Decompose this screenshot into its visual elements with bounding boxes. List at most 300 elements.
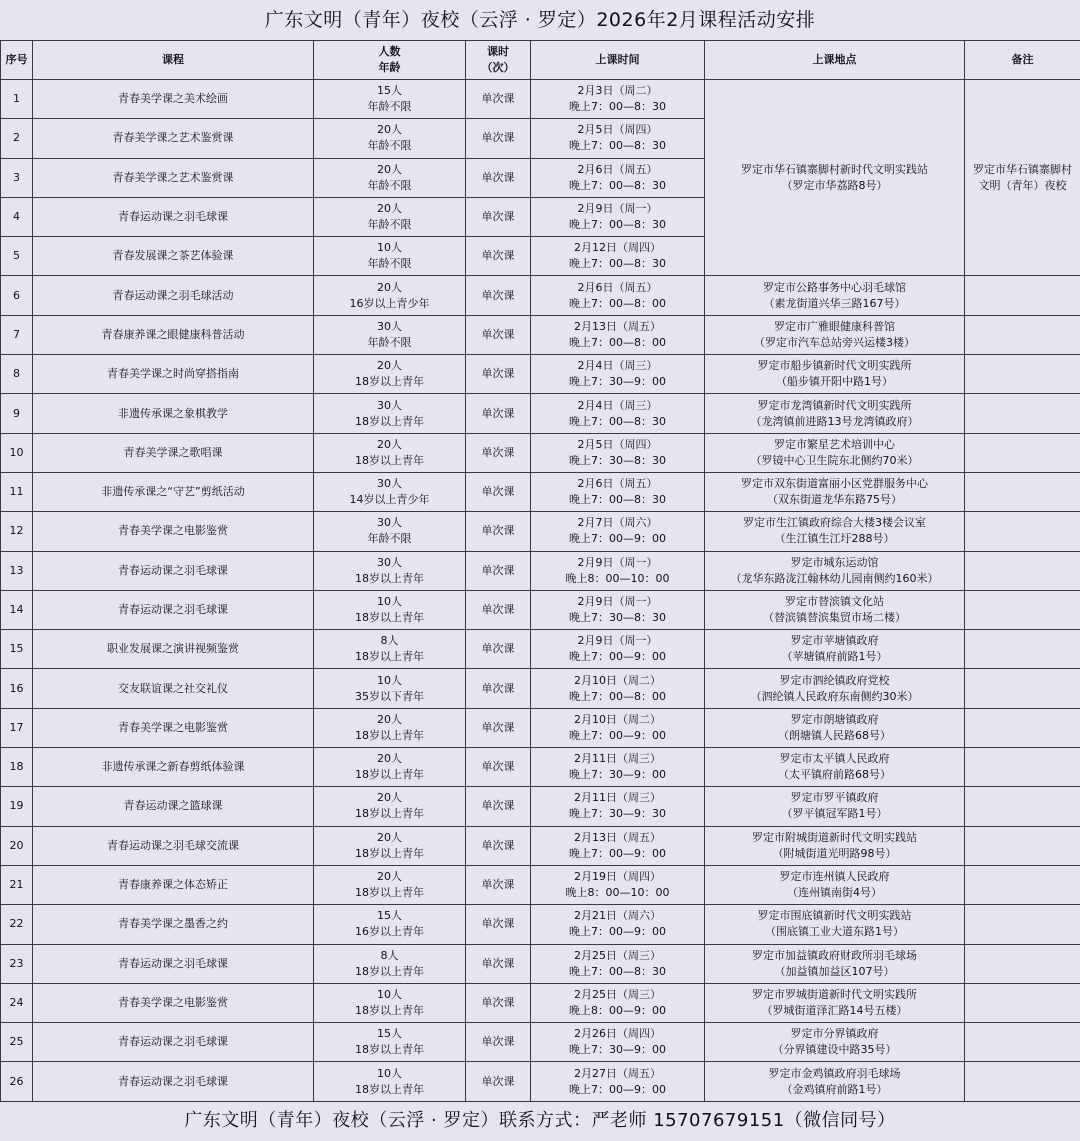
class-hours: 晚上8：00—10：00 xyxy=(565,571,670,585)
location-name: 罗定市加益镇政府财政所羽毛球场 xyxy=(752,948,917,962)
class-time xyxy=(531,865,705,904)
table-row xyxy=(1,551,1080,590)
session-count: 单次课 xyxy=(466,630,531,669)
class-location xyxy=(705,787,965,826)
people-age xyxy=(314,865,466,904)
age-requirement: 年龄不限 xyxy=(367,257,412,271)
table-row xyxy=(1,512,1080,551)
remark xyxy=(965,1023,1080,1062)
location-name: 罗定市太平镇人民政府 xyxy=(779,752,890,766)
class-location xyxy=(705,826,965,865)
class-location xyxy=(705,80,965,276)
class-time xyxy=(531,512,705,551)
row-number: 24 xyxy=(1,983,33,1022)
class-date: 2月4日（周三） xyxy=(577,398,658,412)
people-count: 30人 xyxy=(377,398,402,412)
class-hours: 晚上7：00—8：30 xyxy=(569,414,666,428)
location-address: （龙华东路泷江翰林幼儿园南侧约160米） xyxy=(730,571,939,585)
class-hours: 晚上7：00—8：30 xyxy=(569,100,666,114)
header-times xyxy=(466,41,531,80)
class-time xyxy=(531,119,705,158)
session-count: 单次课 xyxy=(466,315,531,354)
session-count: 单次课 xyxy=(466,512,531,551)
class-location xyxy=(705,708,965,747)
row-number: 13 xyxy=(1,551,33,590)
location-name: 罗定市围底镇新时代文明实践站 xyxy=(757,909,912,923)
table-row xyxy=(1,355,1080,394)
row-number: 17 xyxy=(1,708,33,747)
location-address: （素龙街道兴华三路167号） xyxy=(763,296,906,310)
table-row xyxy=(1,433,1080,472)
class-time xyxy=(531,80,705,119)
location-name: 罗定市分界镇政府 xyxy=(790,1027,879,1041)
class-time xyxy=(531,197,705,236)
people-age xyxy=(314,394,466,433)
people-age xyxy=(314,905,466,944)
course-name: 青春美学课之电影鉴赏 xyxy=(33,708,314,747)
course-name: 青春运动课之羽毛球课 xyxy=(33,551,314,590)
class-location xyxy=(705,905,965,944)
course-name: 非遗传承课之“守艺”剪纸活动 xyxy=(33,472,314,511)
class-hours: 晚上7：30—9：30 xyxy=(569,807,666,821)
remark xyxy=(965,983,1080,1022)
session-count: 单次课 xyxy=(466,787,531,826)
age-requirement: 年龄不限 xyxy=(367,532,412,546)
age-requirement: 16岁以上青少年 xyxy=(349,296,430,310)
location-address: （船步镇开阳中路1号） xyxy=(776,375,893,389)
class-date: 2月6日（周五） xyxy=(577,162,658,176)
course-name: 青春运动课之篮球课 xyxy=(33,787,314,826)
location-address: （龙湾镇前进路13号龙湾镇政府） xyxy=(750,414,919,428)
age-requirement: 18岁以上青年 xyxy=(355,453,424,467)
people-count: 20人 xyxy=(377,437,402,451)
session-count: 单次课 xyxy=(466,748,531,787)
location-name: 罗定市罗城街道新时代文明实践所 xyxy=(752,987,917,1001)
class-date: 2月9日（周一） xyxy=(577,634,658,648)
class-time xyxy=(531,158,705,197)
people-count: 30人 xyxy=(377,477,402,491)
class-location xyxy=(705,630,965,669)
class-time xyxy=(531,472,705,511)
class-date: 2月6日（周五） xyxy=(577,280,658,294)
class-date: 2月13日（周五） xyxy=(574,830,661,844)
row-number: 9 xyxy=(1,394,33,433)
class-location xyxy=(705,551,965,590)
session-count: 单次课 xyxy=(466,551,531,590)
class-hours: 晚上7：00—9：00 xyxy=(569,650,666,664)
class-location xyxy=(705,512,965,551)
class-date: 2月9日（周一） xyxy=(577,555,658,569)
class-hours: 晚上7：30—8：30 xyxy=(569,611,666,624)
location-name: 罗定市替滨镇文化站 xyxy=(785,595,884,608)
people-count: 10人 xyxy=(377,987,402,1001)
session-count: 单次课 xyxy=(466,237,531,276)
table-row xyxy=(1,787,1080,826)
course-name: 非遗传承课之象棋教学 xyxy=(33,394,314,433)
session-count: 单次课 xyxy=(466,590,531,629)
age-requirement: 18岁以上青年 xyxy=(355,650,424,664)
course-name: 青春运动课之羽毛球交流课 xyxy=(33,826,314,865)
people-count: 20人 xyxy=(377,791,402,805)
class-date: 2月12日（周四） xyxy=(574,241,661,255)
header-location: 上课地点 xyxy=(705,41,965,80)
table-row xyxy=(1,708,1080,747)
class-date: 2月3日（周二） xyxy=(577,84,658,98)
people-count: 30人 xyxy=(377,555,402,569)
session-count: 单次课 xyxy=(466,1023,531,1062)
location-address: （罗城街道泽汇路14号五楼） xyxy=(761,1003,908,1017)
course-name: 职业发展课之演讲视频鉴赏 xyxy=(33,630,314,669)
session-count: 单次课 xyxy=(466,158,531,197)
table-row xyxy=(1,944,1080,983)
age-requirement: 18岁以上青年 xyxy=(355,375,424,389)
class-location xyxy=(705,433,965,472)
session-count: 单次课 xyxy=(466,1062,531,1101)
location-address: （连州镇南街4号） xyxy=(787,886,882,900)
class-date: 2月25日（周三） xyxy=(574,948,661,962)
people-age xyxy=(314,1023,466,1062)
class-time xyxy=(531,826,705,865)
row-number: 21 xyxy=(1,865,33,904)
age-requirement: 18岁以上青年 xyxy=(355,1043,424,1057)
people-count: 30人 xyxy=(377,319,402,333)
row-number: 11 xyxy=(1,472,33,511)
course-name: 青春康养课之眼健康科普活动 xyxy=(33,315,314,354)
remark-line: 文明（青年）夜校 xyxy=(978,178,1067,192)
course-name: 青春美学课之艺术鉴赏课 xyxy=(33,158,314,197)
row-number: 4 xyxy=(1,197,33,236)
course-name: 青春运动课之羽毛球课 xyxy=(33,1023,314,1062)
location-address: （苹塘镇府前路1号） xyxy=(781,650,888,664)
people-age xyxy=(314,1062,466,1101)
class-hours: 晚上7：30—9：00 xyxy=(569,768,666,782)
row-number: 26 xyxy=(1,1062,33,1101)
header-people xyxy=(314,41,466,80)
people-age xyxy=(314,630,466,669)
class-date: 2月11日（周三） xyxy=(574,752,661,766)
location-name: 罗定市广雅眼健康科普馆 xyxy=(774,319,895,333)
remark xyxy=(965,748,1080,787)
class-location xyxy=(705,394,965,433)
people-age xyxy=(314,119,466,158)
location-address: （替滨镇替滨集贸市场二楼） xyxy=(763,611,906,624)
remark xyxy=(965,80,1080,276)
class-hours: 晚上7：00—9：00 xyxy=(569,1082,666,1096)
course-name: 非遗传承课之新春剪纸体验课 xyxy=(33,748,314,787)
table-row xyxy=(1,315,1080,354)
remark xyxy=(965,669,1080,708)
remark xyxy=(965,590,1080,629)
class-date: 2月6日（周五） xyxy=(577,477,658,491)
table-body xyxy=(1,80,1080,1102)
people-count: 10人 xyxy=(377,241,402,255)
people-age xyxy=(314,80,466,119)
class-hours: 晚上7：30—9：00 xyxy=(569,1043,666,1057)
people-count: 8人 xyxy=(380,634,399,648)
people-count: 20人 xyxy=(377,280,402,294)
people-age xyxy=(314,355,466,394)
header-times-line: 课时 xyxy=(487,45,509,58)
class-date: 2月9日（周一） xyxy=(577,202,658,216)
location-name: 罗定市公路事务中心羽毛球馆 xyxy=(763,280,906,294)
class-hours: 晚上7：00—8：30 xyxy=(569,257,666,271)
class-hours: 晚上7：00—9：00 xyxy=(569,846,666,860)
people-age xyxy=(314,787,466,826)
age-requirement: 18岁以上青年 xyxy=(355,807,424,821)
location-name: 罗定市双东街道富丽小区党群服务中心 xyxy=(741,477,928,491)
session-count: 单次课 xyxy=(466,80,531,119)
row-number: 2 xyxy=(1,119,33,158)
row-number: 19 xyxy=(1,787,33,826)
table-row xyxy=(1,748,1080,787)
session-count: 单次课 xyxy=(466,394,531,433)
class-time xyxy=(531,1023,705,1062)
people-count: 15人 xyxy=(377,909,402,923)
class-hours: 晚上8：00—10：00 xyxy=(565,886,670,900)
session-count: 单次课 xyxy=(466,905,531,944)
people-age xyxy=(314,237,466,276)
people-age xyxy=(314,983,466,1022)
class-time xyxy=(531,708,705,747)
course-name: 青春运动课之羽毛球课 xyxy=(33,1062,314,1101)
page-title: 广东文明（青年）夜校（云浮 · 罗定）2026年2月课程活动安排 xyxy=(0,0,1080,41)
row-number: 1 xyxy=(1,80,33,119)
remark xyxy=(965,355,1080,394)
course-name: 青春美学课之电影鉴赏 xyxy=(33,512,314,551)
class-location xyxy=(705,748,965,787)
age-requirement: 18岁以上青年 xyxy=(355,414,424,428)
session-count: 单次课 xyxy=(466,355,531,394)
row-number: 3 xyxy=(1,158,33,197)
table-row xyxy=(1,865,1080,904)
course-name: 青春运动课之羽毛球活动 xyxy=(33,276,314,315)
age-requirement: 18岁以上青年 xyxy=(355,1082,424,1096)
table-row xyxy=(1,472,1080,511)
class-hours: 晚上7：30—8：30 xyxy=(569,453,666,467)
remark xyxy=(965,433,1080,472)
class-date: 2月26日（周四） xyxy=(574,1027,661,1041)
age-requirement: 年龄不限 xyxy=(367,100,412,114)
table-row xyxy=(1,630,1080,669)
remark xyxy=(965,630,1080,669)
session-count: 单次课 xyxy=(466,983,531,1022)
people-age xyxy=(314,472,466,511)
people-count: 20人 xyxy=(377,202,402,216)
people-age xyxy=(314,551,466,590)
class-date: 2月5日（周四） xyxy=(577,437,658,451)
class-location xyxy=(705,355,965,394)
class-hours: 晚上8：00—9：00 xyxy=(569,1003,666,1017)
class-date: 2月11日（周三） xyxy=(574,791,661,805)
remark xyxy=(965,512,1080,551)
class-date: 2月10日（周二） xyxy=(574,712,661,726)
row-number: 25 xyxy=(1,1023,33,1062)
session-count: 单次课 xyxy=(466,865,531,904)
location-name: 罗定市苹塘镇政府 xyxy=(790,634,879,648)
class-hours: 晚上7：00—9：00 xyxy=(569,925,666,939)
remark xyxy=(965,944,1080,983)
class-location xyxy=(705,983,965,1022)
header-people-line: 人数 xyxy=(378,45,401,58)
class-time xyxy=(531,630,705,669)
people-count: 15人 xyxy=(377,84,402,98)
class-time xyxy=(531,237,705,276)
location-address: （生江镇生江圩288号） xyxy=(774,532,895,546)
people-count: 20人 xyxy=(377,162,402,176)
people-count: 15人 xyxy=(377,1027,402,1041)
class-time xyxy=(531,355,705,394)
people-count: 20人 xyxy=(377,870,402,884)
class-hours: 晚上7：00—8：30 xyxy=(569,218,666,232)
course-name: 青春美学课之艺术鉴赏课 xyxy=(33,119,314,158)
class-time xyxy=(531,748,705,787)
row-number: 22 xyxy=(1,905,33,944)
class-location xyxy=(705,669,965,708)
people-age xyxy=(314,512,466,551)
location-name: 罗定市华石镇寨脚村新时代文明实践站 xyxy=(741,162,928,176)
class-date: 2月25日（周三） xyxy=(574,987,661,1001)
age-requirement: 18岁以上青年 xyxy=(355,846,424,860)
location-name: 罗定市船步镇新时代文明实践所 xyxy=(757,359,912,373)
class-location xyxy=(705,865,965,904)
class-time xyxy=(531,787,705,826)
session-count: 单次课 xyxy=(466,669,531,708)
session-count: 单次课 xyxy=(466,433,531,472)
class-location xyxy=(705,1062,965,1101)
remark xyxy=(965,787,1080,826)
class-hours: 晚上7：00—8：30 xyxy=(569,493,666,507)
location-address: （附城街道光明路98号） xyxy=(772,846,897,860)
row-number: 23 xyxy=(1,944,33,983)
class-hours: 晚上7：00—8：30 xyxy=(569,964,666,978)
age-requirement: 年龄不限 xyxy=(367,218,412,232)
class-date: 2月5日（周四） xyxy=(577,123,658,137)
class-location xyxy=(705,276,965,315)
course-name: 青春运动课之羽毛球课 xyxy=(33,590,314,629)
class-time xyxy=(531,669,705,708)
remark xyxy=(965,472,1080,511)
session-count: 单次课 xyxy=(466,197,531,236)
people-count: 30人 xyxy=(377,516,402,530)
location-address: （加益镇加益区107号） xyxy=(774,964,895,978)
age-requirement: 18岁以上青年 xyxy=(355,768,424,782)
location-address: （罗定市汽车总站旁兴运楼3楼） xyxy=(754,335,915,349)
class-location xyxy=(705,315,965,354)
schedule-table xyxy=(0,40,1080,1102)
class-hours: 晚上7：00—8：30 xyxy=(569,139,666,153)
location-name: 罗定市泗纶镇政府党校 xyxy=(779,673,890,687)
age-requirement: 16岁以上青年 xyxy=(355,925,424,939)
location-address: （金鸡镇府前路1号） xyxy=(781,1082,888,1096)
course-name: 青春康养课之体态矫正 xyxy=(33,865,314,904)
course-name: 青春发展课之茶艺体验课 xyxy=(33,237,314,276)
location-address: （分界镇建设中路35号） xyxy=(772,1043,897,1057)
class-hours: 晚上7：00—8：30 xyxy=(569,178,666,192)
session-count: 单次课 xyxy=(466,472,531,511)
table-row xyxy=(1,826,1080,865)
table-row xyxy=(1,669,1080,708)
class-time xyxy=(531,983,705,1022)
row-number: 8 xyxy=(1,355,33,394)
location-name: 罗定市附城街道新时代文明实践站 xyxy=(752,830,917,844)
table-row xyxy=(1,905,1080,944)
course-name: 青春运动课之羽毛球课 xyxy=(33,197,314,236)
table-header-row xyxy=(1,41,1080,80)
row-number: 7 xyxy=(1,315,33,354)
class-date: 2月4日（周三） xyxy=(577,359,658,373)
table-row xyxy=(1,1023,1080,1062)
class-hours: 晚上7：00—8：00 xyxy=(569,689,666,703)
class-date: 2月27日（周五） xyxy=(574,1066,661,1080)
class-date: 2月19日（周四） xyxy=(574,870,661,884)
people-count: 20人 xyxy=(377,752,402,766)
remark xyxy=(965,1062,1080,1101)
header-times-unit: （次） xyxy=(481,61,515,74)
course-name: 青春美学课之歌唱课 xyxy=(33,433,314,472)
class-time xyxy=(531,590,705,629)
remark xyxy=(965,315,1080,354)
class-date: 2月13日（周五） xyxy=(574,319,661,333)
people-age xyxy=(314,748,466,787)
location-name: 罗定市金鸡镇政府羽毛球场 xyxy=(768,1066,901,1080)
class-date: 2月10日（周二） xyxy=(574,673,661,687)
class-time xyxy=(531,1062,705,1101)
header-course: 课程 xyxy=(33,41,314,80)
course-name: 交友联谊课之社交礼仪 xyxy=(33,669,314,708)
session-count: 单次课 xyxy=(466,276,531,315)
header-no: 序号 xyxy=(1,41,33,80)
location-name: 罗定市龙湾镇新时代文明实践所 xyxy=(757,398,912,412)
people-count: 20人 xyxy=(377,359,402,373)
class-location xyxy=(705,1023,965,1062)
age-requirement: 18岁以上青年 xyxy=(355,611,424,624)
class-location xyxy=(705,944,965,983)
location-address: （罗平镇冠军路1号） xyxy=(781,807,888,821)
course-name: 青春美学课之时尚穿搭指南 xyxy=(33,355,314,394)
remark xyxy=(965,826,1080,865)
location-address: （泗纶镇人民政府东南侧约30米） xyxy=(750,689,919,703)
table-row xyxy=(1,276,1080,315)
table-row xyxy=(1,983,1080,1022)
session-count: 单次课 xyxy=(466,944,531,983)
people-age xyxy=(314,944,466,983)
location-name: 罗定市繁星艺术培训中心 xyxy=(774,437,895,451)
class-location xyxy=(705,590,965,629)
people-age xyxy=(314,826,466,865)
age-requirement: 18岁以上青年 xyxy=(355,886,424,900)
row-number: 6 xyxy=(1,276,33,315)
age-requirement: 35岁以下青年 xyxy=(355,689,424,703)
table-row xyxy=(1,80,1080,119)
people-age xyxy=(314,315,466,354)
class-hours: 晚上7：30—9：00 xyxy=(569,375,666,389)
location-name: 罗定市朗塘镇政府 xyxy=(790,712,879,726)
row-number: 20 xyxy=(1,826,33,865)
row-number: 14 xyxy=(1,590,33,629)
session-count: 单次课 xyxy=(466,708,531,747)
remark-line: 罗定市华石镇寨脚村 xyxy=(973,162,1072,176)
class-date: 2月7日（周六） xyxy=(577,516,658,530)
age-requirement: 年龄不限 xyxy=(367,139,412,153)
people-count: 10人 xyxy=(377,595,402,608)
age-requirement: 18岁以上青年 xyxy=(355,728,424,742)
course-name: 青春美学课之美术绘画 xyxy=(33,80,314,119)
age-requirement: 年龄不限 xyxy=(367,178,412,192)
location-address: （罗定市华荔路8号） xyxy=(781,178,888,192)
people-age xyxy=(314,669,466,708)
class-hours: 晚上7：00—8：00 xyxy=(569,296,666,310)
class-time xyxy=(531,276,705,315)
